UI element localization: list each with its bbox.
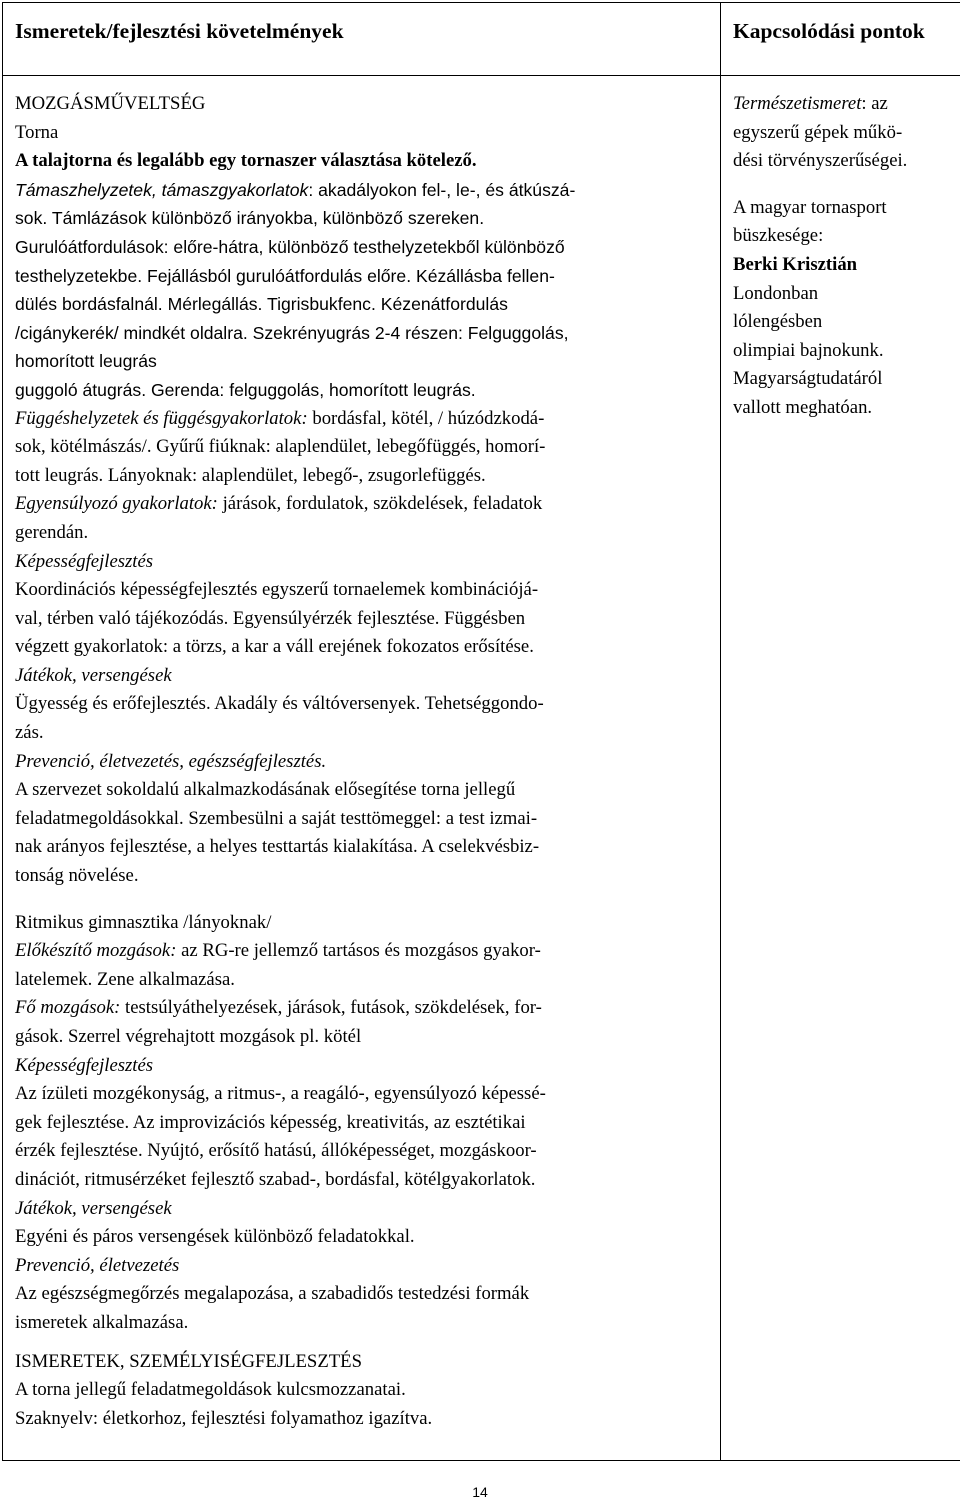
table-header-row [3,3,960,76]
requirements-cell [3,76,721,1461]
table-body-row [3,76,960,1461]
left-line [15,937,710,966]
italic-term: Fő mozgások: [15,997,121,1019]
header-connections: Kapcsolódási pontok [721,3,960,76]
italic-term: Egyensúlyozó gyakorlatok: [15,493,218,515]
left-line: homorított leugrás [15,351,157,372]
left-line: ismeretek alkalmazása. [15,1311,189,1333]
left-line: Ritmikus gimnasztika /lányoknak/ [15,911,272,933]
page-number: 14 [472,1484,488,1500]
left-line: végzett gyakorlatok: a törzs, a kar a váll erejének fokozatos erősítése. [15,636,534,658]
right-line [733,90,960,119]
left-line: guggoló átugrás. Gerenda: felguggolás, homorított leugrás. [15,379,476,400]
left-line: gerendán. [15,521,89,543]
right-line: olimpiai bajnokunk. [733,339,884,361]
left-line: Az ízületi mozgékonyság, a ritmus-, a reagáló-, egyensúlyozó képessé- [15,1083,546,1105]
text-run: testsúlyáthelyezések, járások, futások, szökdelések, for- [120,997,542,1019]
left-line: gek fejlesztése. Az improvizációs képesség, kreativitás, az esztétikai [15,1111,526,1133]
left-line: dinációt, ritmusérzéket fejlesztő szabad-, bordásfal, kötélgyakorlatok. [15,1168,536,1190]
left-line: tott leugrás. Lányoknak: alaplendület, lebegő-, zsugorlefüggés. [15,464,486,486]
left-line: A szervezet sokoldalú alkalmazkodásának elősegítése torna jellegű [15,779,516,801]
paragraph-gap [15,891,710,909]
left-line: Játékok, versengések [15,664,172,686]
text-run: : akadályokon fel-, le-, és átkúszá- [308,179,576,200]
italic-term: Függéshelyzetek és függésgyakorlatok: [15,407,308,429]
text-run: az RG-re jellemző tartásos és mozgásos gyakor- [176,940,541,962]
left-line: sok, kötélmászás/. Gyűrű fiúknak: alaplendület, lebegőfüggés, homorí- [15,436,546,458]
left-line [15,994,710,1023]
right-line: dési törvényszerűségei. [733,150,908,172]
left-line: tonság növelése. [15,865,139,887]
left-line: Játékok, versengések [15,1197,172,1219]
right-line: vallott meghatóan. [733,396,873,418]
left-line: Képességfejlesztés [15,550,154,572]
left-line: A torna jellegű feladatmegoldások kulcsmozzanatai. [15,1379,406,1401]
italic-term: Természetismeret [733,93,862,114]
left-line: Koordinációs képességfejlesztés egyszerű tornaelemek kombinációjá- [15,579,539,601]
left-line: latelemek. Zene alkalmazása. [15,968,235,990]
text-run: : az [861,93,888,114]
left-line [15,405,710,434]
text-run: járások, fordulatok, szökdelések, feladatok [217,493,543,515]
header-requirements: Ismeretek/fejlesztési követelmények [3,3,721,76]
left-line: Prevenció, életvezetés, egészségfejlesztés. [15,750,327,772]
left-line: nak arányos fejlesztése, a helyes testtartás kialakítása. A cselekvésbiz- [15,836,540,858]
left-line: érzék fejlesztése. Nyújtó, erősítő hatású, állóképességet, mozgáskoor- [15,1140,537,1162]
right-line: egyszerű gépek műkö- [733,121,903,143]
left-line: Ügyesség és erőfejlesztés. Akadály és váltóversenyek. Tehetséggondo- [15,693,544,715]
right-line: lólengésben [733,311,823,333]
left-line: testhelyzetekbe. Fejállásból gurulóátfordulás előre. Kézállásba fellen- [15,265,555,286]
right-line: Magyarságtudatáról [733,368,883,390]
left-line [15,490,710,519]
left-line: Gurulóátfordulások: előre-hátra, különböző testhelyzetekből különböző [15,236,565,257]
left-line: /cigánykerék/ mindkét oldalra. Szekrényugrás 2-4 részen: Felguggolás, [15,322,569,343]
left-line: Prevenció, életvezetés [15,1254,180,1276]
right-line: Londonban [733,282,819,304]
left-line: MOZGÁSMŰVELTSÉG [15,93,206,114]
left-line: gások. Szerrel végrehajtott mozgások pl. kötél [15,1026,362,1047]
text-run: bordásfal, kötél, / húzódzkodá- [307,407,545,429]
paragraph-gap [733,176,960,194]
left-line: ISMERETEK, SZEMÉLYISÉGFEJLESZTÉS [15,1350,362,1372]
left-line: val, térben való tájékozódás. Egyensúlyérzék fejlesztése. Függésben [15,607,526,629]
connections-cell [721,76,960,1461]
right-line: A magyar tornasport [733,196,887,218]
left-line: sok. Támlázások különböző irányokba, különböző szereken. [15,208,485,229]
left-line: Képességfejlesztés [15,1054,154,1076]
left-line: Az egészségmegőrzés megalapozása, a szabadidős testedzési formák [15,1283,530,1305]
requirements-table [2,2,960,1461]
left-line: dülés bordásfalnál. Mérlegállás. Tigrisbukfenc. Kézenátfordulás [15,294,508,315]
paragraph-gap [15,1338,710,1348]
left-line [15,176,710,205]
right-line: büszkesége: [733,225,824,247]
italic-term: Előkészítő mozgások: [15,940,177,962]
left-line: Szaknyelv: életkorhoz, fejlesztési folyamathoz igazítva. [15,1407,433,1429]
left-line: Egyéni és páros versengések különböző feladatokkal. [15,1226,415,1248]
left-line: feladatmegoldásokkal. Szembesülni a saját testtömeggel: a test izmai- [15,807,538,829]
left-line: Torna [15,121,59,143]
italic-term: Támaszhelyzetek, támaszgyakorlatok [15,179,309,200]
right-line: Berki Krisztián [733,253,858,275]
left-line: A talajtorna és legalább egy tornaszer választása kötelező. [15,150,477,172]
left-line: zás. [15,722,44,744]
